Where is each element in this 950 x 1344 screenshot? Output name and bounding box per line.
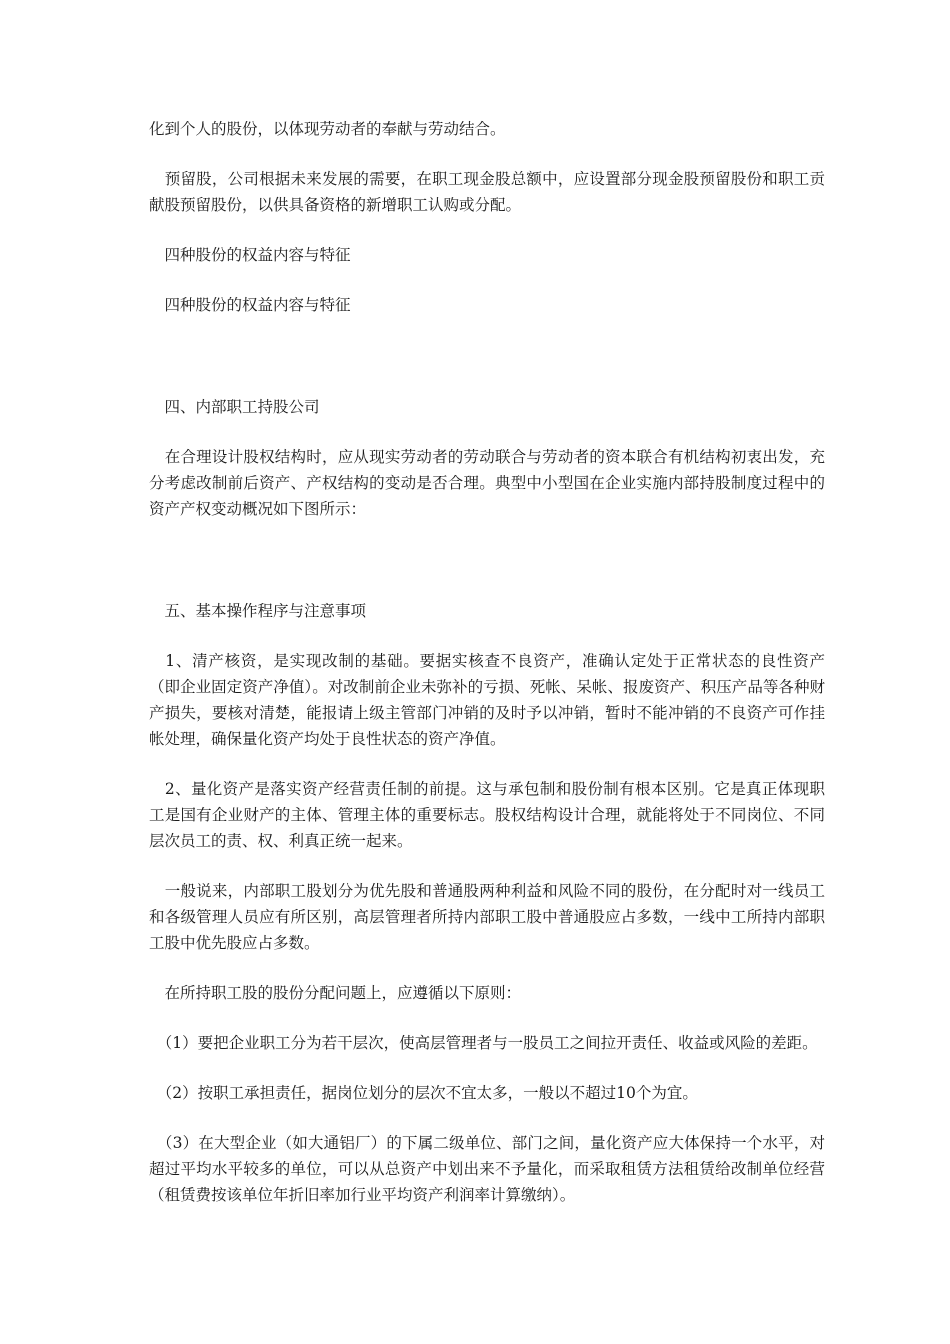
paragraph-four-share-features-repeat: 四种股份的权益内容与特征	[149, 296, 351, 314]
paragraph-equity-structure-design: 在合理设计股权结构时，应从现实劳动者的劳动联合与劳动者的资本联合有机结构初衷出发，充分考虑改制前后资产、产权结构的变动是否合理。典型中小型国在企业实施内部持股制度过程中的资产产权变动概况如下图所示：	[149, 448, 825, 518]
document-page	[149, 116, 825, 1208]
paragraph-principle-3: （3）在大型企业（如大通铝厂）的下属二级单位、部门之间，量化资产应大体保持一个水平，对超过平均水平较多的单位，可以从总资产中划出来不予量化，而采取租赁方法租赁给改制单位经营（租赁费按该单位年折旧率加行业平均资产利润率计算缴纳）。	[149, 1134, 825, 1204]
paragraph-reserved-share: 预留股，公司根据未来发展的需要，在职工现金股总额中，应设置部分现金股预留股份和职工贡献股预留股份，以供具备资格的新增职工认购或分配。	[149, 170, 825, 214]
paragraph-four-share-features: 四种股份的权益内容与特征	[149, 246, 351, 264]
section-heading-internal-holding-company: 四、内部职工持股公司	[149, 398, 320, 416]
section-heading-procedures: 五、基本操作程序与注意事项	[149, 602, 367, 620]
paragraph-worker-share-end: 化到个人的股份，以体现劳动者的奉献与劳动结合。	[149, 120, 506, 138]
paragraph-principle-1: （1）要把企业职工分为若干层次，使高层管理者与一股员工之间拉开责任、收益或风险的差距。	[149, 1034, 818, 1052]
paragraph-share-types: 一般说来，内部职工股划分为优先股和普通股两种利益和风险不同的股份，在分配时对一线员工和各级管理人员应有所区别，高层管理者所持内部职工股中普通股应占多数，一线中工所持内部职工股中优先股应占多数。	[149, 882, 825, 952]
paragraph-distribution-principles: 在所持职工股的股份分配问题上，应遵循以下原则：	[149, 984, 522, 1002]
paragraph-asset-quantification: 2、量化资产是落实资产经营责任制的前提。这与承包制和股份制有根本区别。它是真正体现职工是国有企业财产的主体、管理主体的重要标志。股权结构设计合理，就能将处于不同岗位、不同层次员工的责、权、利真正统一起来。	[149, 780, 825, 850]
paragraph-asset-verification: 1、清产核资，是实现改制的基础。要据实核查不良资产，准确认定处于正常状态的良性资产（即企业固定资产净值）。对改制前企业未弥补的亏损、死帐、呆帐、报废资产、积压产品等各种财产损失，要核对清楚，能报请上级主管部门冲销的及时予以冲销，暂时不能冲销的不良资产可作挂帐处理，确保量化资产均处于良性状态的资产净值。	[149, 652, 825, 748]
paragraph-principle-2: （2）按职工承担责任，据岗位划分的层次不宜太多，一般以不超过10个为宜。	[149, 1084, 698, 1102]
